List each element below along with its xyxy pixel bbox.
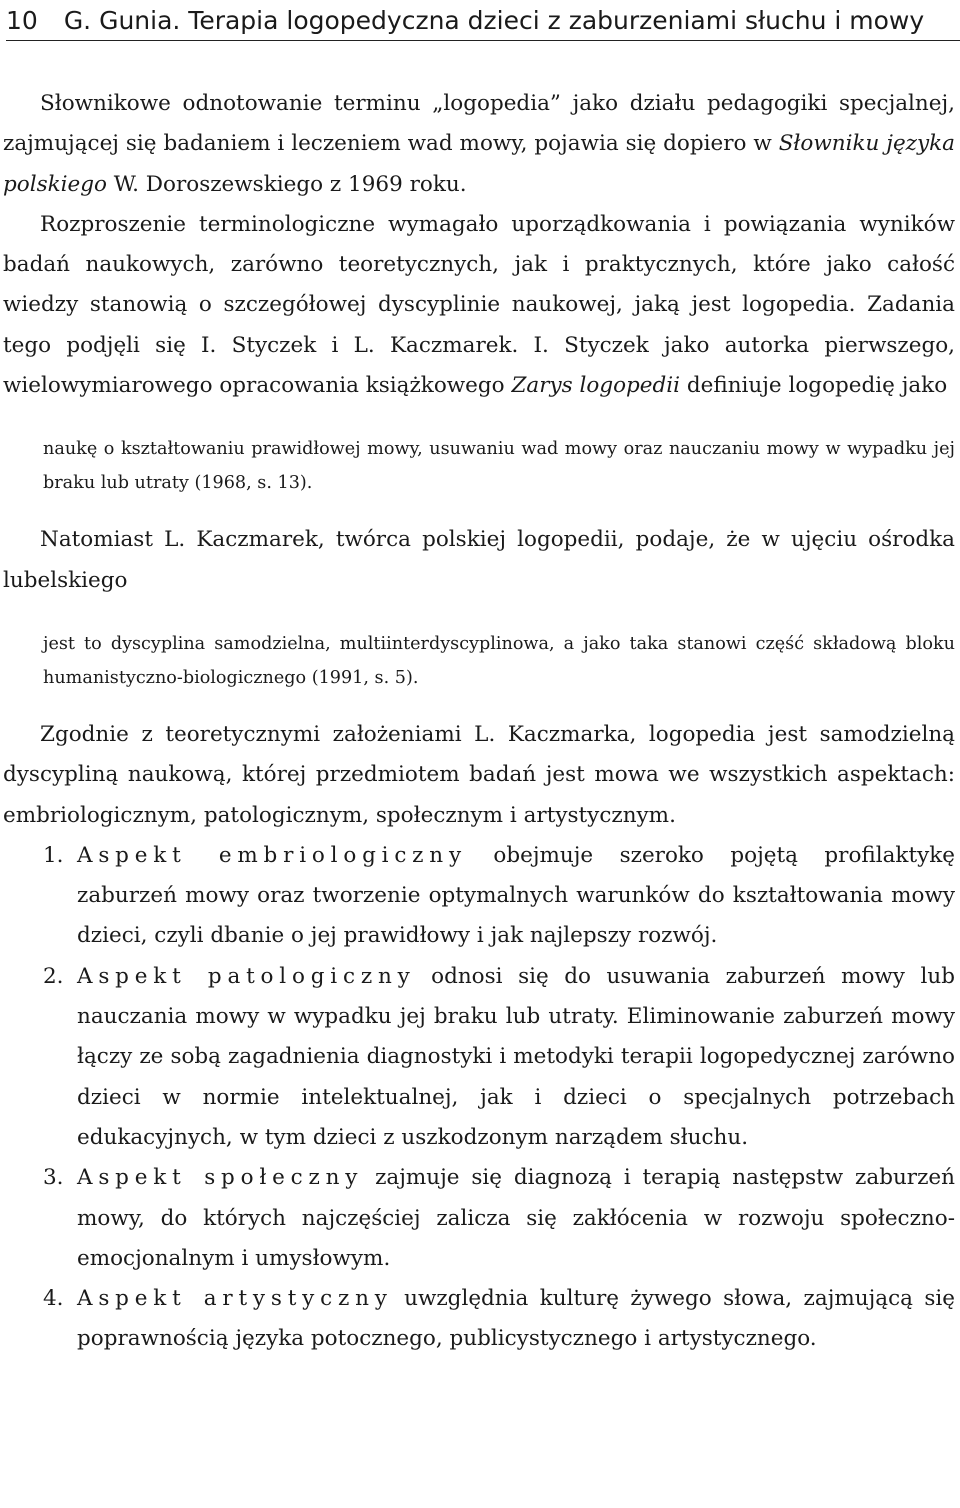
aspect-text: uwzględnia kulturę żywego słowa, zajmującą się poprawnością języka potocznego, publicystycznego i artystycznego. [77, 1286, 955, 1352]
list-item [3, 836, 955, 957]
running-header [6, 6, 960, 41]
aspect-text: zajmuje się diagnozą i terapią następstw zaburzeń mowy, do których najczęściej zalicza się zakłócenia w rozwoju społeczno-emocjonalnym i umysłowym. [77, 1165, 955, 1271]
aspect-term: Aspekt artystyczny [77, 1286, 393, 1312]
aspect-term: Aspekt społeczny [77, 1165, 364, 1191]
paragraph-2 [3, 205, 955, 406]
block-quote-styczek: naukę o kształtowaniu prawidłowej mowy, usuwaniu wad mowy oraz nauczaniu mowy w wypadku jej braku lub utraty (1968, s. 13). [43, 439, 955, 494]
block-quote-kaczmarek: jest to dyscyplina samodzielna, multiinterdyscyplinowa, a jako taka stanowi część składową bloku humanistyczno-biologicznego (1991, s. 5). [43, 633, 955, 688]
paragraph-4: Zgodnie z teoretycznymi założeniami L. Kaczmarka, logopedia jest samodzielną dyscypliną naukową, której przedmiotem badań jest mowa we wszystkich aspektach: embriologicznym, patologicznym, społecznym i artystycznym. [3, 721, 955, 828]
page-body [3, 84, 955, 1360]
list-item-number: 3. [43, 1165, 64, 1191]
aspects-list [3, 836, 955, 1360]
aspect-term: Aspekt embriologiczny [77, 842, 467, 868]
list-item [3, 1158, 955, 1279]
paragraph-1 [3, 84, 955, 205]
list-item-number: 1. [43, 842, 64, 868]
page-number: 10 [6, 6, 38, 35]
list-item [3, 1279, 955, 1360]
running-title: G. Gunia. Terapia logopedyczna dzieci z zaburzeniami słuchu i mowy [63, 6, 925, 35]
paragraph-2-text-a: Rozproszenie terminologiczne wymagało uporządkowania i powiązania wyników badań naukowych, zarówno teoretycznych, jak i praktycznych, które jako całość wiedzy stanowią o szczegółowej dyscyplinie naukowej, jaką jest logopedia. Zadania tego podjęli się I. Styczek i L. Kaczmarek. I. Styczek jako autorka pierwszego, wielowymiarowego opracowania książkowego [3, 211, 955, 399]
paragraph-3: Natomiast L. Kaczmarek, twórca polskiej logopedii, podaje, że w ujęciu ośrodka lubelskiego [3, 527, 955, 593]
paragraph-2-text-b: definiuje logopedię jako [680, 373, 948, 399]
list-item-number: 2. [43, 963, 64, 989]
aspect-text: obejmuje szeroko pojętą profilaktykę zaburzeń mowy oraz tworzenie optymalnych warunków do kształtowania mowy dzieci, czyli dbanie o jej prawidłowy i jak najlepszy rozwój. [77, 842, 955, 949]
aspect-term: Aspekt patologiczny [77, 963, 416, 989]
paragraph-1-text-a: Słownikowe odnotowanie terminu „logopedia” jako działu pedagogiki specjalnej, zajmującej się badaniem i leczeniem wad mowy, pojawia się dopiero w [3, 91, 955, 157]
book-title-zarys: Zarys logopedii [511, 373, 681, 399]
list-item-number: 4. [43, 1286, 64, 1312]
list-item [3, 957, 955, 1158]
aspect-text: odnosi się do usuwania zaburzeń mowy lub nauczania mowy w wypadku jej braku lub utraty. Eliminowanie zaburzeń mowy łączy ze sobą zagadnienia diagnostyki i metodyki terapii logopedycznej zarówno dzieci w normie intelektualnej, jak i dzieci o specjalnych potrzebach edukacyjnych, w tym dzieci z uszkodzonym narządem słuchu. [77, 963, 955, 1150]
book-title-slownik: Słowniku języka polskiego [3, 131, 955, 197]
paragraph-1-text-b: W. Doroszewskiego z 1969 roku. [106, 171, 467, 197]
